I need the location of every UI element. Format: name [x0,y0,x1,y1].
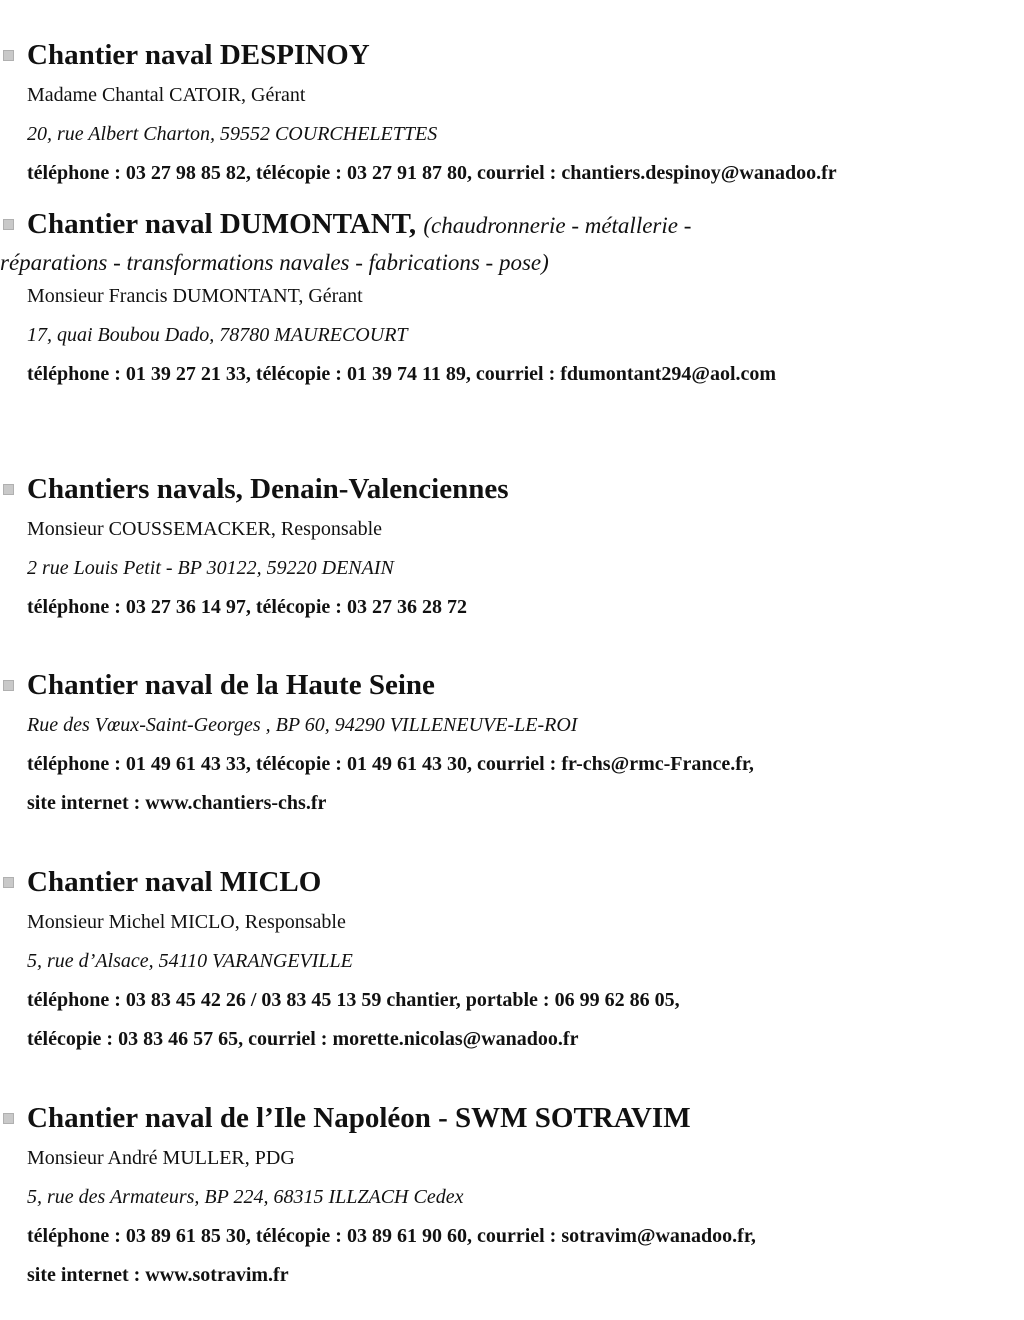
contact-person: Monsieur Michel MICLO, Responsable [27,911,346,933]
shipyard-name-heading [0,1101,1024,1135]
shipyard-name: Chantiers navals, Denain-Valenciennes [27,473,509,505]
shipyard-name: Chantier naval DUMONTANT, [27,208,417,240]
shipyard-name: Chantier naval de la Haute Seine [27,669,435,701]
shipyard-entry [0,38,1024,193]
contact-person: Monsieur André MULLER, PDG [27,1147,295,1169]
contact-details: téléphone : 03 27 36 14 97, télécopie : 03 27 36 28 72 [27,596,467,618]
square-bullet-icon [3,50,14,61]
website-line: site internet : www.chantiers-chs.fr [27,792,327,814]
contact-person: Monsieur Francis DUMONTANT, Gérant [27,285,363,307]
activity-note: (chaudronnerie - métallerie - [423,213,692,238]
contact-person: Madame Chantal CATOIR, Gérant [27,84,306,106]
contact-details: téléphone : 01 39 27 21 33, télécopie : 01 39 74 11 89, courriel : fdumontant294@aol.com [27,363,777,385]
postal-address: 5, rue des Armateurs, BP 224, 68315 ILLZACH Cedex [27,1186,464,1208]
postal-address: Rue des Vœux-Saint-Georges , BP 60, 94290 VILLENEUVE-LE-ROI [27,714,578,736]
shipyard-name-heading [0,207,1024,241]
shipyard-name-heading [0,865,1024,899]
shipyard-name: Chantier naval MICLO [27,866,322,898]
square-bullet-icon [3,877,14,888]
contact-details-continued: télécopie : 03 83 46 57 65, courriel : morette.nicolas@wanadoo.fr [27,1028,579,1050]
shipyard-name: Chantier naval DESPINOY [27,39,370,71]
contact-details: téléphone : 03 89 61 85 30, télécopie : 03 89 61 90 60, courriel : sotravim@wanadoo.fr, [27,1225,756,1247]
contact-details: téléphone : 03 83 45 42 26 / 03 83 45 13 59 chantier, portable : 06 99 62 86 05, [27,989,680,1011]
activity-note-continued: réparations - transformations navales - fabrications - pose) [0,250,549,275]
shipyard-name-heading [0,38,1024,72]
contact-person: Monsieur COUSSEMACKER, Responsable [27,518,383,540]
shipyard-entry [0,472,1024,627]
shipyard-entry [0,1101,1024,1295]
shipyard-entry [0,207,1024,394]
square-bullet-icon [3,219,14,230]
contact-details: téléphone : 03 27 98 85 82, télécopie : 03 27 91 87 80, courriel : chantiers.despinoy@wanadoo.fr [27,162,837,184]
postal-address: 20, rue Albert Charton, 59552 COURCHELETTES [27,123,438,145]
square-bullet-icon [3,484,14,495]
postal-address: 2 rue Louis Petit - BP 30122, 59220 DENAIN [27,557,394,579]
shipyard-name-heading [0,472,1024,506]
website-line: site internet : www.sotravim.fr [27,1264,289,1286]
contact-details: téléphone : 01 49 61 43 33, télécopie : 01 49 61 43 30, courriel : fr-chs@rmc-France.fr, [27,753,754,775]
shipyard-entry [0,668,1024,823]
square-bullet-icon [3,1113,14,1124]
shipyard-entry [0,865,1024,1059]
postal-address: 17, quai Boubou Dado, 78780 MAURECOURT [27,324,408,346]
shipyard-name-heading [0,668,1024,702]
postal-address: 5, rue d’Alsace, 54110 VARANGEVILLE [27,950,353,972]
shipyard-name: Chantier naval de l’Ile Napoléon - SWM SOTRAVIM [27,1102,691,1134]
square-bullet-icon [3,680,14,691]
